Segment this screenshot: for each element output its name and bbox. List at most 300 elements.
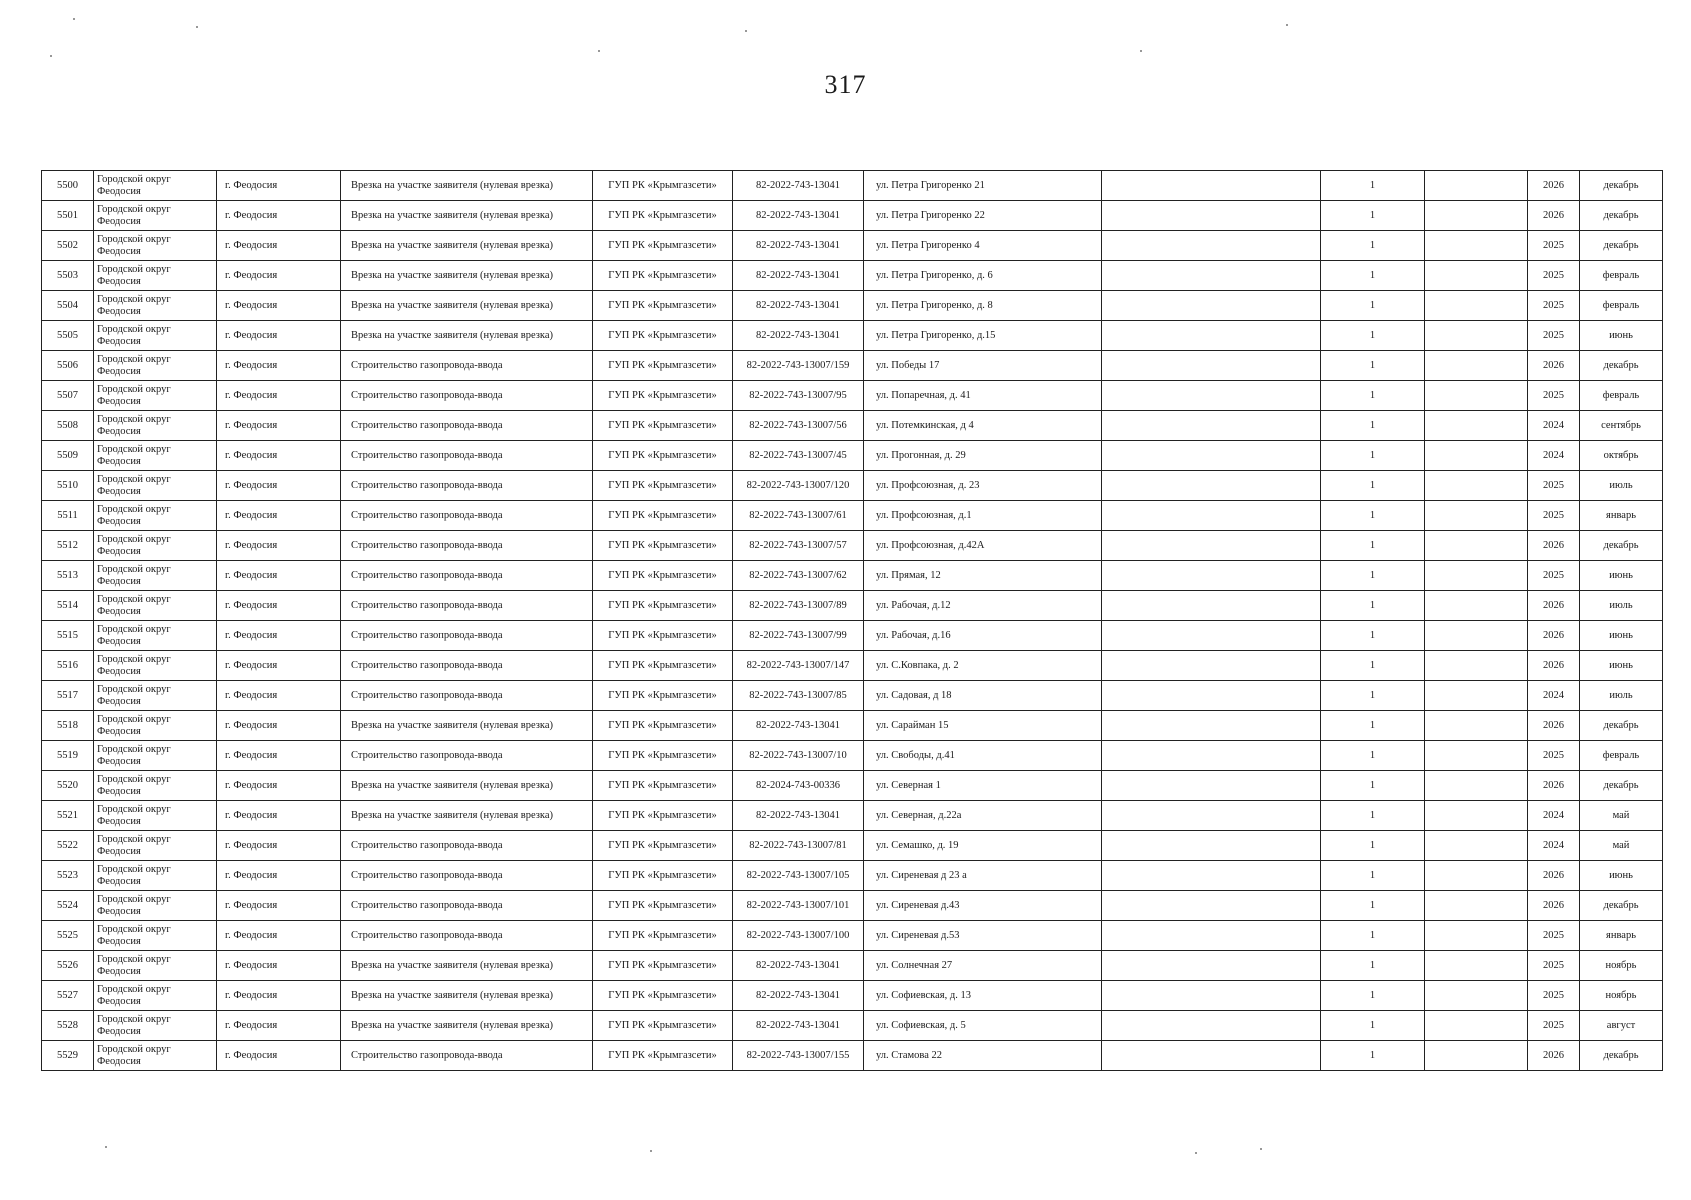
row-number-cell: 5517 bbox=[42, 681, 94, 711]
work-type-cell: Врезка на участке заявителя (нулевая врезка) bbox=[341, 981, 593, 1011]
scan-speck bbox=[73, 18, 75, 20]
empty-cell bbox=[1102, 741, 1321, 771]
table-row bbox=[42, 741, 1663, 771]
quantity-cell: 1 bbox=[1321, 501, 1425, 531]
month-cell: июнь bbox=[1580, 321, 1663, 351]
address-cell: ул. Солнечная 27 bbox=[864, 951, 1102, 981]
empty-cell bbox=[1102, 951, 1321, 981]
table-row bbox=[42, 381, 1663, 411]
empty-cell bbox=[1102, 531, 1321, 561]
year-cell: 2025 bbox=[1528, 1011, 1580, 1041]
row-number-cell: 5522 bbox=[42, 831, 94, 861]
city-cell: г. Феодосия bbox=[217, 381, 341, 411]
empty-cell bbox=[1425, 441, 1528, 471]
row-number-cell: 5529 bbox=[42, 1041, 94, 1071]
city-cell: г. Феодосия bbox=[217, 951, 341, 981]
row-number-cell: 5508 bbox=[42, 411, 94, 441]
empty-cell bbox=[1425, 711, 1528, 741]
project-code-cell: 82-2022-743-13041 bbox=[733, 1011, 864, 1041]
row-number-cell: 5515 bbox=[42, 621, 94, 651]
address-cell: ул. Профсоюзная, д. 23 bbox=[864, 471, 1102, 501]
table-body bbox=[42, 171, 1663, 1071]
empty-cell bbox=[1102, 561, 1321, 591]
table-row bbox=[42, 411, 1663, 441]
year-cell: 2026 bbox=[1528, 201, 1580, 231]
empty-cell bbox=[1425, 801, 1528, 831]
table-row bbox=[42, 471, 1663, 501]
year-cell: 2026 bbox=[1528, 771, 1580, 801]
month-cell: январь bbox=[1580, 501, 1663, 531]
month-cell: декабрь bbox=[1580, 891, 1663, 921]
year-cell: 2026 bbox=[1528, 351, 1580, 381]
project-code-cell: 82-2022-743-13007/95 bbox=[733, 381, 864, 411]
project-code-cell: 82-2022-743-13041 bbox=[733, 711, 864, 741]
table-row bbox=[42, 711, 1663, 741]
table-row bbox=[42, 321, 1663, 351]
organization-cell: ГУП РК «Крымгазсети» bbox=[593, 501, 733, 531]
quantity-cell: 1 bbox=[1321, 561, 1425, 591]
district-cell: Городской округ Феодосия bbox=[94, 591, 217, 621]
quantity-cell: 1 bbox=[1321, 291, 1425, 321]
scan-speck bbox=[196, 26, 198, 28]
quantity-cell: 1 bbox=[1321, 831, 1425, 861]
empty-cell bbox=[1425, 501, 1528, 531]
month-cell: июль bbox=[1580, 681, 1663, 711]
organization-cell: ГУП РК «Крымгазсети» bbox=[593, 381, 733, 411]
district-cell: Городской округ Феодосия bbox=[94, 471, 217, 501]
empty-cell bbox=[1102, 981, 1321, 1011]
table-row bbox=[42, 831, 1663, 861]
month-cell: ноябрь bbox=[1580, 951, 1663, 981]
address-cell: ул. Петра Григоренко 21 bbox=[864, 171, 1102, 201]
year-cell: 2025 bbox=[1528, 321, 1580, 351]
table-row bbox=[42, 861, 1663, 891]
empty-cell bbox=[1425, 681, 1528, 711]
quantity-cell: 1 bbox=[1321, 471, 1425, 501]
empty-cell bbox=[1102, 921, 1321, 951]
empty-cell bbox=[1102, 831, 1321, 861]
address-cell: ул. Потемкинская, д 4 bbox=[864, 411, 1102, 441]
empty-cell bbox=[1425, 591, 1528, 621]
empty-cell bbox=[1102, 471, 1321, 501]
row-number-cell: 5501 bbox=[42, 201, 94, 231]
city-cell: г. Феодосия bbox=[217, 1011, 341, 1041]
organization-cell: ГУП РК «Крымгазсети» bbox=[593, 711, 733, 741]
project-code-cell: 82-2022-743-13007/56 bbox=[733, 411, 864, 441]
address-cell: ул. Северная, д.22а bbox=[864, 801, 1102, 831]
organization-cell: ГУП РК «Крымгазсети» bbox=[593, 411, 733, 441]
table-row bbox=[42, 801, 1663, 831]
district-cell: Городской округ Феодосия bbox=[94, 861, 217, 891]
organization-cell: ГУП РК «Крымгазсети» bbox=[593, 771, 733, 801]
project-code-cell: 82-2022-743-13007/147 bbox=[733, 651, 864, 681]
table-row bbox=[42, 441, 1663, 471]
row-number-cell: 5525 bbox=[42, 921, 94, 951]
year-cell: 2025 bbox=[1528, 951, 1580, 981]
year-cell: 2024 bbox=[1528, 801, 1580, 831]
empty-cell bbox=[1425, 531, 1528, 561]
row-number-cell: 5523 bbox=[42, 861, 94, 891]
empty-cell bbox=[1102, 861, 1321, 891]
project-code-cell: 82-2022-743-13007/159 bbox=[733, 351, 864, 381]
year-cell: 2025 bbox=[1528, 231, 1580, 261]
quantity-cell: 1 bbox=[1321, 441, 1425, 471]
row-number-cell: 5516 bbox=[42, 651, 94, 681]
row-number-cell: 5519 bbox=[42, 741, 94, 771]
city-cell: г. Феодосия bbox=[217, 771, 341, 801]
quantity-cell: 1 bbox=[1321, 1011, 1425, 1041]
work-type-cell: Строительство газопровода-ввода bbox=[341, 411, 593, 441]
scan-speck bbox=[50, 55, 52, 57]
district-cell: Городской округ Феодосия bbox=[94, 291, 217, 321]
month-cell: июнь bbox=[1580, 651, 1663, 681]
row-number-cell: 5505 bbox=[42, 321, 94, 351]
city-cell: г. Феодосия bbox=[217, 711, 341, 741]
scan-speck bbox=[1140, 50, 1142, 52]
year-cell: 2025 bbox=[1528, 741, 1580, 771]
organization-cell: ГУП РК «Крымгазсети» bbox=[593, 1011, 733, 1041]
empty-cell bbox=[1425, 891, 1528, 921]
table-row bbox=[42, 501, 1663, 531]
empty-cell bbox=[1425, 171, 1528, 201]
table-row bbox=[42, 921, 1663, 951]
empty-cell bbox=[1102, 801, 1321, 831]
table-row bbox=[42, 351, 1663, 381]
month-cell: июнь bbox=[1580, 861, 1663, 891]
work-type-cell: Врезка на участке заявителя (нулевая врезка) bbox=[341, 231, 593, 261]
district-cell: Городской округ Феодосия bbox=[94, 891, 217, 921]
address-cell: ул. Семашко, д. 19 bbox=[864, 831, 1102, 861]
address-cell: ул. Профсоюзная, д.42А bbox=[864, 531, 1102, 561]
city-cell: г. Феодосия bbox=[217, 531, 341, 561]
address-cell: ул. Прямая, 12 bbox=[864, 561, 1102, 591]
district-cell: Городской округ Феодосия bbox=[94, 681, 217, 711]
table-row bbox=[42, 891, 1663, 921]
row-number-cell: 5509 bbox=[42, 441, 94, 471]
quantity-cell: 1 bbox=[1321, 231, 1425, 261]
address-cell: ул. Стамова 22 bbox=[864, 1041, 1102, 1071]
row-number-cell: 5512 bbox=[42, 531, 94, 561]
organization-cell: ГУП РК «Крымгазсети» bbox=[593, 1041, 733, 1071]
year-cell: 2025 bbox=[1528, 501, 1580, 531]
empty-cell bbox=[1425, 951, 1528, 981]
work-type-cell: Строительство газопровода-ввода bbox=[341, 621, 593, 651]
organization-cell: ГУП РК «Крымгазсети» bbox=[593, 531, 733, 561]
table-row bbox=[42, 531, 1663, 561]
scan-speck bbox=[598, 50, 600, 52]
row-number-cell: 5507 bbox=[42, 381, 94, 411]
work-type-cell: Строительство газопровода-ввода bbox=[341, 561, 593, 591]
table-row bbox=[42, 651, 1663, 681]
empty-cell bbox=[1425, 201, 1528, 231]
district-cell: Городской округ Феодосия bbox=[94, 231, 217, 261]
city-cell: г. Феодосия bbox=[217, 201, 341, 231]
row-number-cell: 5520 bbox=[42, 771, 94, 801]
empty-cell bbox=[1425, 561, 1528, 591]
quantity-cell: 1 bbox=[1321, 711, 1425, 741]
quantity-cell: 1 bbox=[1321, 591, 1425, 621]
address-cell: ул. Профсоюзная, д.1 bbox=[864, 501, 1102, 531]
work-type-cell: Строительство газопровода-ввода bbox=[341, 891, 593, 921]
empty-cell bbox=[1425, 411, 1528, 441]
quantity-cell: 1 bbox=[1321, 921, 1425, 951]
quantity-cell: 1 bbox=[1321, 321, 1425, 351]
row-number-cell: 5526 bbox=[42, 951, 94, 981]
empty-cell bbox=[1102, 651, 1321, 681]
empty-cell bbox=[1102, 1041, 1321, 1071]
work-type-cell: Строительство газопровода-ввода bbox=[341, 441, 593, 471]
row-number-cell: 5528 bbox=[42, 1011, 94, 1041]
month-cell: июль bbox=[1580, 591, 1663, 621]
empty-cell bbox=[1102, 351, 1321, 381]
month-cell: февраль bbox=[1580, 741, 1663, 771]
quantity-cell: 1 bbox=[1321, 951, 1425, 981]
quantity-cell: 1 bbox=[1321, 981, 1425, 1011]
table-row bbox=[42, 981, 1663, 1011]
project-code-cell: 82-2022-743-13007/120 bbox=[733, 471, 864, 501]
city-cell: г. Феодосия bbox=[217, 681, 341, 711]
year-cell: 2026 bbox=[1528, 861, 1580, 891]
empty-cell bbox=[1102, 291, 1321, 321]
organization-cell: ГУП РК «Крымгазсети» bbox=[593, 561, 733, 591]
work-type-cell: Врезка на участке заявителя (нулевая врезка) bbox=[341, 801, 593, 831]
month-cell: февраль bbox=[1580, 381, 1663, 411]
year-cell: 2024 bbox=[1528, 681, 1580, 711]
organization-cell: ГУП РК «Крымгазсети» bbox=[593, 651, 733, 681]
month-cell: декабрь bbox=[1580, 351, 1663, 381]
month-cell: декабрь bbox=[1580, 711, 1663, 741]
address-cell: ул. Победы 17 bbox=[864, 351, 1102, 381]
address-cell: ул. Северная 1 bbox=[864, 771, 1102, 801]
project-code-cell: 82-2022-743-13007/100 bbox=[733, 921, 864, 951]
quantity-cell: 1 bbox=[1321, 741, 1425, 771]
project-code-cell: 82-2022-743-13007/62 bbox=[733, 561, 864, 591]
month-cell: май bbox=[1580, 831, 1663, 861]
organization-cell: ГУП РК «Крымгазсети» bbox=[593, 981, 733, 1011]
empty-cell bbox=[1425, 741, 1528, 771]
quantity-cell: 1 bbox=[1321, 651, 1425, 681]
row-number-cell: 5521 bbox=[42, 801, 94, 831]
work-type-cell: Врезка на участке заявителя (нулевая врезка) bbox=[341, 291, 593, 321]
project-code-cell: 82-2022-743-13041 bbox=[733, 291, 864, 321]
organization-cell: ГУП РК «Крымгазсети» bbox=[593, 261, 733, 291]
work-type-cell: Строительство газопровода-ввода bbox=[341, 471, 593, 501]
scan-speck bbox=[1286, 24, 1288, 26]
row-number-cell: 5511 bbox=[42, 501, 94, 531]
empty-cell bbox=[1102, 591, 1321, 621]
work-type-cell: Врезка на участке заявителя (нулевая врезка) bbox=[341, 771, 593, 801]
address-cell: ул. Петра Григоренко, д. 6 bbox=[864, 261, 1102, 291]
empty-cell bbox=[1102, 171, 1321, 201]
empty-cell bbox=[1425, 1011, 1528, 1041]
empty-cell bbox=[1425, 861, 1528, 891]
district-cell: Городской округ Феодосия bbox=[94, 1011, 217, 1041]
organization-cell: ГУП РК «Крымгазсети» bbox=[593, 801, 733, 831]
work-type-cell: Строительство газопровода-ввода bbox=[341, 921, 593, 951]
quantity-cell: 1 bbox=[1321, 351, 1425, 381]
table-row bbox=[42, 231, 1663, 261]
empty-cell bbox=[1425, 621, 1528, 651]
address-cell: ул. Прогонная, д. 29 bbox=[864, 441, 1102, 471]
city-cell: г. Феодосия bbox=[217, 501, 341, 531]
district-cell: Городской округ Феодосия bbox=[94, 951, 217, 981]
year-cell: 2026 bbox=[1528, 531, 1580, 561]
district-cell: Городской округ Феодосия bbox=[94, 381, 217, 411]
address-cell: ул. Садовая, д 18 bbox=[864, 681, 1102, 711]
organization-cell: ГУП РК «Крымгазсети» bbox=[593, 591, 733, 621]
row-number-cell: 5524 bbox=[42, 891, 94, 921]
address-cell: ул. Сиреневая д 23 а bbox=[864, 861, 1102, 891]
city-cell: г. Феодосия bbox=[217, 351, 341, 381]
month-cell: декабрь bbox=[1580, 531, 1663, 561]
district-cell: Городской округ Феодосия bbox=[94, 801, 217, 831]
row-number-cell: 5518 bbox=[42, 711, 94, 741]
organization-cell: ГУП РК «Крымгазсети» bbox=[593, 171, 733, 201]
month-cell: декабрь bbox=[1580, 201, 1663, 231]
organization-cell: ГУП РК «Крымгазсети» bbox=[593, 831, 733, 861]
organization-cell: ГУП РК «Крымгазсети» bbox=[593, 861, 733, 891]
district-cell: Городской округ Феодосия bbox=[94, 321, 217, 351]
month-cell: декабрь bbox=[1580, 1041, 1663, 1071]
row-number-cell: 5502 bbox=[42, 231, 94, 261]
project-code-cell: 82-2022-743-13007/61 bbox=[733, 501, 864, 531]
district-cell: Городской округ Феодосия bbox=[94, 501, 217, 531]
city-cell: г. Феодосия bbox=[217, 441, 341, 471]
empty-cell bbox=[1102, 411, 1321, 441]
year-cell: 2025 bbox=[1528, 561, 1580, 591]
district-cell: Городской округ Феодосия bbox=[94, 201, 217, 231]
project-code-cell: 82-2022-743-13007/155 bbox=[733, 1041, 864, 1071]
row-number-cell: 5500 bbox=[42, 171, 94, 201]
address-cell: ул. Свободы, д.41 bbox=[864, 741, 1102, 771]
project-code-cell: 82-2022-743-13041 bbox=[733, 231, 864, 261]
empty-cell bbox=[1102, 1011, 1321, 1041]
month-cell: февраль bbox=[1580, 261, 1663, 291]
city-cell: г. Феодосия bbox=[217, 1041, 341, 1071]
district-cell: Городской округ Феодосия bbox=[94, 531, 217, 561]
row-number-cell: 5527 bbox=[42, 981, 94, 1011]
table-row bbox=[42, 951, 1663, 981]
year-cell: 2026 bbox=[1528, 621, 1580, 651]
row-number-cell: 5503 bbox=[42, 261, 94, 291]
project-code-cell: 82-2022-743-13007/85 bbox=[733, 681, 864, 711]
scan-speck bbox=[105, 1146, 107, 1148]
city-cell: г. Феодосия bbox=[217, 171, 341, 201]
empty-cell bbox=[1102, 681, 1321, 711]
work-type-cell: Строительство газопровода-ввода bbox=[341, 591, 593, 621]
work-type-cell: Врезка на участке заявителя (нулевая врезка) bbox=[341, 321, 593, 351]
work-type-cell: Врезка на участке заявителя (нулевая врезка) bbox=[341, 711, 593, 741]
row-number-cell: 5510 bbox=[42, 471, 94, 501]
year-cell: 2025 bbox=[1528, 471, 1580, 501]
city-cell: г. Феодосия bbox=[217, 621, 341, 651]
project-code-cell: 82-2022-743-13007/10 bbox=[733, 741, 864, 771]
project-code-cell: 82-2022-743-13007/99 bbox=[733, 621, 864, 651]
empty-cell bbox=[1425, 1041, 1528, 1071]
project-code-cell: 82-2022-743-13007/81 bbox=[733, 831, 864, 861]
city-cell: г. Феодосия bbox=[217, 231, 341, 261]
work-type-cell: Врезка на участке заявителя (нулевая врезка) bbox=[341, 1011, 593, 1041]
empty-cell bbox=[1425, 981, 1528, 1011]
address-cell: ул. Рабочая, д.12 bbox=[864, 591, 1102, 621]
row-number-cell: 5506 bbox=[42, 351, 94, 381]
city-cell: г. Феодосия bbox=[217, 561, 341, 591]
project-code-cell: 82-2022-743-13041 bbox=[733, 801, 864, 831]
table-row bbox=[42, 1041, 1663, 1071]
quantity-cell: 1 bbox=[1321, 381, 1425, 411]
address-cell: ул. Сиреневая д.53 bbox=[864, 921, 1102, 951]
project-code-cell: 82-2022-743-13041 bbox=[733, 261, 864, 291]
project-code-cell: 82-2022-743-13041 bbox=[733, 201, 864, 231]
organization-cell: ГУП РК «Крымгазсети» bbox=[593, 321, 733, 351]
year-cell: 2024 bbox=[1528, 441, 1580, 471]
district-cell: Городской округ Феодосия bbox=[94, 771, 217, 801]
quantity-cell: 1 bbox=[1321, 411, 1425, 441]
address-cell: ул. С.Ковпака, д. 2 bbox=[864, 651, 1102, 681]
month-cell: май bbox=[1580, 801, 1663, 831]
project-code-cell: 82-2022-743-13007/57 bbox=[733, 531, 864, 561]
empty-cell bbox=[1102, 621, 1321, 651]
project-code-cell: 82-2024-743-00336 bbox=[733, 771, 864, 801]
city-cell: г. Феодосия bbox=[217, 291, 341, 321]
district-cell: Городской округ Феодосия bbox=[94, 561, 217, 591]
project-code-cell: 82-2022-743-13041 bbox=[733, 951, 864, 981]
city-cell: г. Феодосия bbox=[217, 981, 341, 1011]
table-row bbox=[42, 261, 1663, 291]
quantity-cell: 1 bbox=[1321, 891, 1425, 921]
year-cell: 2025 bbox=[1528, 261, 1580, 291]
table-row bbox=[42, 771, 1663, 801]
project-code-cell: 82-2022-743-13041 bbox=[733, 171, 864, 201]
quantity-cell: 1 bbox=[1321, 771, 1425, 801]
empty-cell bbox=[1425, 261, 1528, 291]
district-cell: Городской округ Феодосия bbox=[94, 651, 217, 681]
empty-cell bbox=[1425, 291, 1528, 321]
quantity-cell: 1 bbox=[1321, 171, 1425, 201]
empty-cell bbox=[1102, 771, 1321, 801]
year-cell: 2025 bbox=[1528, 981, 1580, 1011]
work-type-cell: Врезка на участке заявителя (нулевая врезка) bbox=[341, 951, 593, 981]
quantity-cell: 1 bbox=[1321, 201, 1425, 231]
address-cell: ул. Сарайман 15 bbox=[864, 711, 1102, 741]
organization-cell: ГУП РК «Крымгазсети» bbox=[593, 891, 733, 921]
district-cell: Городской округ Феодосия bbox=[94, 741, 217, 771]
table-row bbox=[42, 591, 1663, 621]
month-cell: февраль bbox=[1580, 291, 1663, 321]
city-cell: г. Феодосия bbox=[217, 891, 341, 921]
empty-cell bbox=[1102, 441, 1321, 471]
empty-cell bbox=[1102, 381, 1321, 411]
district-cell: Городской округ Феодосия bbox=[94, 621, 217, 651]
year-cell: 2026 bbox=[1528, 591, 1580, 621]
work-type-cell: Строительство газопровода-ввода bbox=[341, 1041, 593, 1071]
work-type-cell: Врезка на участке заявителя (нулевая врезка) bbox=[341, 171, 593, 201]
work-type-cell: Строительство газопровода-ввода bbox=[341, 831, 593, 861]
year-cell: 2026 bbox=[1528, 1041, 1580, 1071]
address-cell: ул. Петра Григоренко 22 bbox=[864, 201, 1102, 231]
empty-cell bbox=[1425, 321, 1528, 351]
year-cell: 2026 bbox=[1528, 891, 1580, 921]
quantity-cell: 1 bbox=[1321, 621, 1425, 651]
table-row bbox=[42, 621, 1663, 651]
register-table bbox=[41, 170, 1663, 1071]
organization-cell: ГУП РК «Крымгазсети» bbox=[593, 441, 733, 471]
year-cell: 2024 bbox=[1528, 411, 1580, 441]
scan-speck bbox=[650, 1150, 652, 1152]
empty-cell bbox=[1102, 231, 1321, 261]
organization-cell: ГУП РК «Крымгазсети» bbox=[593, 741, 733, 771]
district-cell: Городской округ Феодосия bbox=[94, 171, 217, 201]
